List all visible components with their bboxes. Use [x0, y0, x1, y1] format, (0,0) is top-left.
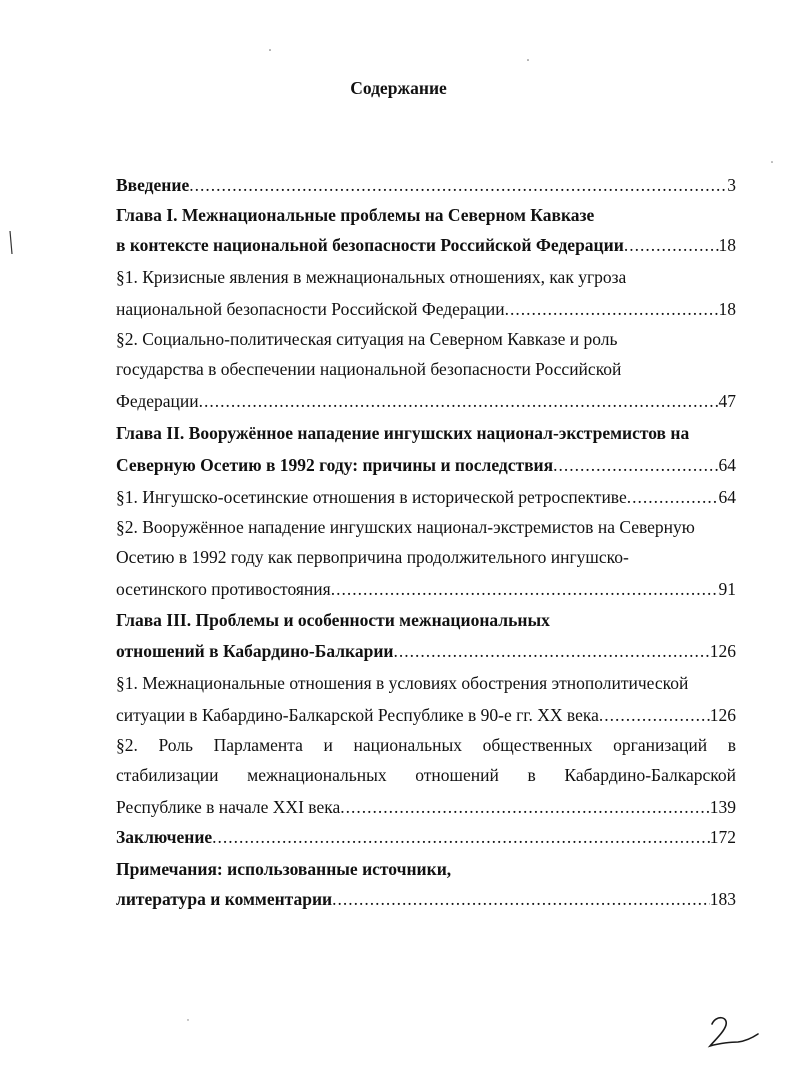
toc-entry-section-3-2-line-2[interactable] [116, 760, 736, 790]
dot-leader [332, 884, 710, 914]
toc-entry-chapter-2-line-1[interactable] [116, 418, 736, 448]
dot-leader [212, 822, 710, 852]
entry-title: §2. Социально-политическая ситуация на Северном Кавказе и роль [116, 329, 618, 349]
toc-entry-section-2-2-line-3[interactable] [116, 574, 736, 604]
dot-leader [505, 294, 719, 324]
entry-page: 47 [718, 391, 736, 411]
dot-leader [199, 386, 719, 416]
entry-title: Федерации [116, 391, 199, 411]
toc-entry-section-3-1-line-2[interactable] [116, 700, 736, 730]
toc-entry-chapter-1-line-2[interactable] [116, 230, 736, 260]
entry-page: 18 [718, 235, 736, 255]
toc-entry-section-1-2-line-1[interactable] [116, 324, 736, 354]
entry-page: 3 [727, 175, 736, 195]
entry-title: §1. Ингушско-осетинские отношения в исторической ретроспективе [116, 487, 627, 507]
entry-title: национальной безопасности Российской Федерации [116, 299, 505, 319]
toc-entry-chapter-3-line-1[interactable] [116, 605, 736, 635]
entry-title: Введение [116, 175, 190, 195]
scan-mark [8, 230, 14, 256]
entry-page: 126 [709, 705, 736, 725]
scan-speck [526, 58, 530, 62]
entry-page: 64 [718, 455, 736, 475]
handwritten-page-number-icon [706, 1012, 762, 1052]
entry-title: Примечания: использованные источники, [116, 859, 452, 879]
entry-page: 183 [709, 889, 736, 909]
toc-entry-section-1-1-line-2[interactable] [116, 294, 736, 324]
scan-speck [268, 48, 272, 52]
dot-leader [394, 636, 710, 666]
entry-title: Заключение [116, 827, 213, 847]
toc-heading: Содержание [350, 78, 447, 98]
toc-entry-section-3-2-line-3[interactable] [116, 792, 736, 822]
toc-entry-notes-line-1[interactable] [116, 854, 736, 884]
entry-page: 64 [718, 487, 736, 507]
entry-title: §2. Роль Парламента и национальных общественных организаций в [116, 735, 736, 755]
entry-title: государства в обеспечении национальной безопасности Российской [116, 359, 622, 379]
entry-title: Осетию в 1992 году как первопричина продолжительного ингушско- [116, 547, 629, 567]
dot-leader [599, 700, 710, 730]
entry-title: отношений в Кабардино-Балкарии [116, 641, 394, 661]
toc-entry-chapter-3-line-2[interactable] [116, 636, 736, 666]
dot-leader [331, 574, 719, 604]
toc-entry-chapter-1-line-1[interactable] [116, 200, 736, 230]
scan-speck [186, 1018, 190, 1022]
toc-entry-section-2-1[interactable] [116, 482, 736, 512]
dot-leader [624, 230, 719, 260]
dot-leader [553, 450, 718, 480]
toc-entry-conclusion[interactable] [116, 822, 736, 852]
toc-entry-chapter-2-line-2[interactable] [116, 450, 736, 480]
entry-title: ситуации в Кабардино-Балкарской Республике в 90-е гг. XX века [116, 705, 599, 725]
entry-page: 91 [718, 579, 736, 599]
entry-title: §2. Вооружённое нападение ингушских национал-экстремистов на Северную [116, 517, 695, 537]
entry-title: стабилизации межнациональных отношений в Кабардино-Балкарской [116, 765, 736, 785]
entry-title: Глава I. Межнациональные проблемы на Северном Кавказе [116, 205, 595, 225]
entry-title: §1. Кризисные явления в межнациональных отношениях, как угроза [116, 267, 627, 287]
entry-title: литература и комментарии [116, 889, 333, 909]
toc-entry-section-2-2-line-1[interactable] [116, 512, 736, 542]
entry-page: 18 [718, 299, 736, 319]
toc-entry-section-3-2-line-1[interactable] [116, 730, 736, 760]
dot-leader [627, 482, 719, 512]
entry-title: в контексте национальной безопасности Российской Федерации [116, 235, 624, 255]
entry-title: осетинского противостояния [116, 579, 331, 599]
toc-entry-section-1-1-line-1[interactable] [116, 262, 736, 292]
toc-entry-section-1-2-line-2[interactable] [116, 354, 736, 384]
toc-entry-notes-line-2[interactable] [116, 884, 736, 914]
entry-title: Республике в начале XXI века [116, 797, 341, 817]
entry-title: Глава III. Проблемы и особенности межнациональных [116, 610, 550, 630]
entry-page: 172 [709, 827, 736, 847]
entry-title: §1. Межнациональные отношения в условиях обострения этнополитической [116, 673, 689, 693]
entry-title: Северную Осетию в 1992 году: причины и последствия [116, 455, 554, 475]
toc-entry-introduction[interactable] [116, 170, 736, 200]
toc-entry-section-1-2-line-3[interactable] [116, 386, 736, 416]
dot-leader [340, 792, 710, 822]
entry-title: Глава II. Вооружённое нападение ингушских национал-экстремистов на [116, 423, 690, 443]
toc-entry-section-3-1-line-1[interactable] [116, 668, 736, 698]
dot-leader [189, 170, 727, 200]
entry-page: 139 [709, 797, 736, 817]
scan-speck [770, 160, 774, 164]
entry-page: 126 [709, 641, 736, 661]
toc-entry-section-2-2-line-2[interactable] [116, 542, 736, 572]
